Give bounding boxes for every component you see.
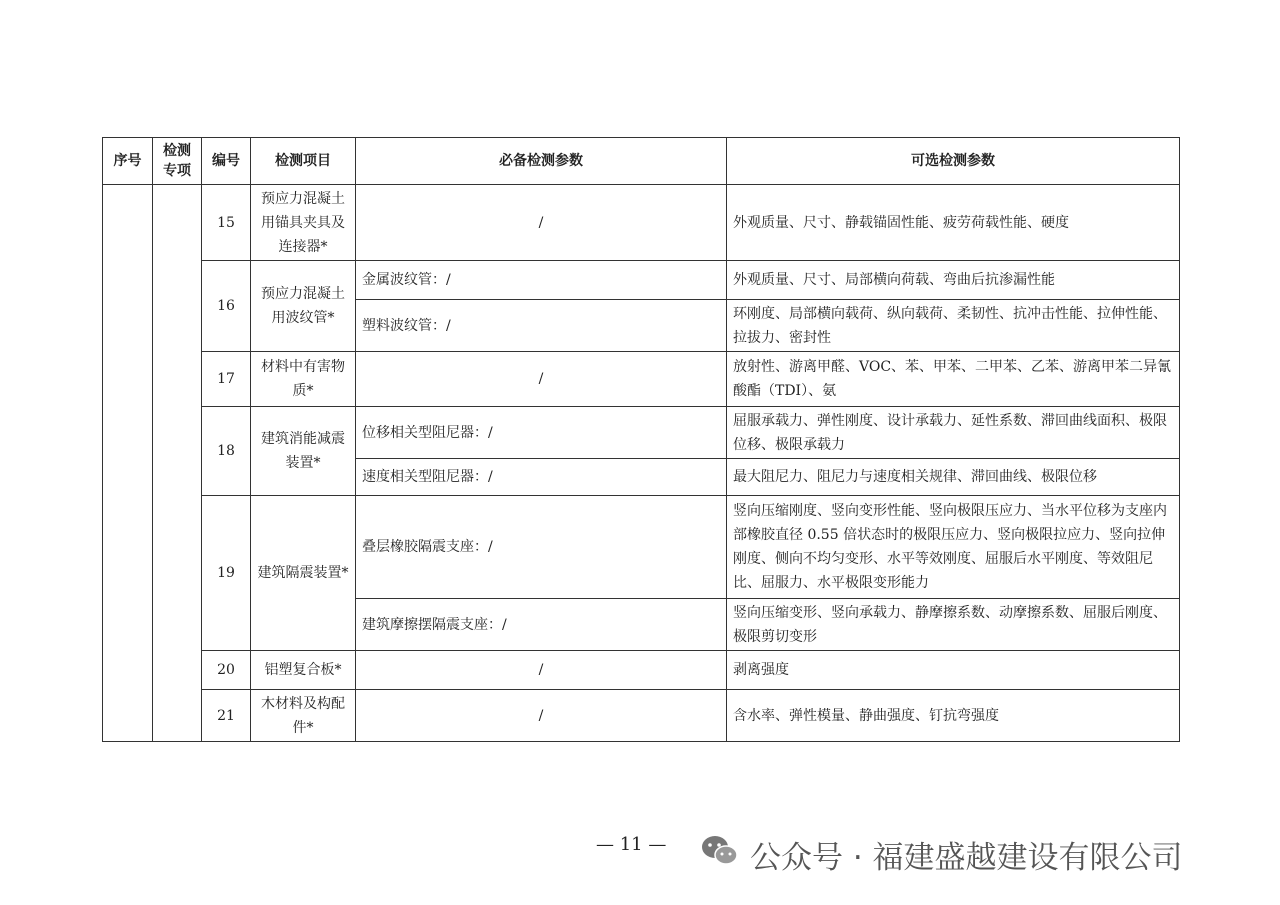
item-cell: 木材料及构配件*: [251, 690, 356, 742]
optional-cell: 竖向压缩变形、竖向承载力、静摩擦系数、动摩擦系数、屈服后刚度、极限剪切变形: [727, 599, 1180, 651]
required-cell: 叠层橡胶隔震支座：/: [356, 496, 727, 599]
required-cell: 塑料波纹管：/: [356, 300, 727, 352]
table-row: [103, 185, 1180, 261]
optional-cell: 环刚度、局部横向载荷、纵向载荷、柔韧性、抗冲击性能、拉伸性能、拉拔力、密封性: [727, 300, 1180, 352]
table-row: [103, 690, 1180, 742]
required-cell: 建筑摩擦摆隔震支座：/: [356, 599, 727, 651]
required-cell: 金属波纹管：/: [356, 261, 727, 300]
item-cell: 预应力混凝土用锚具夹具及连接器*: [251, 185, 356, 261]
header-required: 必备检测参数: [356, 138, 727, 185]
header-row: [103, 138, 1180, 185]
header-item: 检测项目: [251, 138, 356, 185]
required-cell: /: [356, 352, 727, 407]
code-cell: 15: [202, 185, 251, 261]
spec-table: [102, 137, 1180, 742]
optional-cell: 含水率、弹性模量、静曲强度、钉抗弯强度: [727, 690, 1180, 742]
code-cell: 20: [202, 651, 251, 690]
optional-cell: 放射性、游离甲醛、VOC、苯、甲苯、二甲苯、乙苯、游离甲苯二异氰酸酯（TDI）、氨: [727, 352, 1180, 407]
item-cell: 建筑消能减震装置*: [251, 407, 356, 496]
optional-cell: 外观质量、尺寸、静载锚固性能、疲劳荷载性能、硬度: [727, 185, 1180, 261]
optional-cell: 最大阻尼力、阻尼力与速度相关规律、滞回曲线、极限位移: [727, 459, 1180, 496]
required-cell: 速度相关型阻尼器：/: [356, 459, 727, 496]
header-seq: 序号: [103, 138, 153, 185]
watermark-text: 公众号 · 福建盛越建设有限公司: [750, 840, 1183, 876]
seq-cell: [103, 185, 153, 742]
table-row: [103, 352, 1180, 407]
code-cell: 17: [202, 352, 251, 407]
optional-cell: 外观质量、尺寸、局部横向荷载、弯曲后抗渗漏性能: [727, 261, 1180, 300]
required-cell: /: [356, 651, 727, 690]
table-row: [103, 407, 1180, 459]
code-cell: 19: [202, 496, 251, 651]
item-cell: 材料中有害物质*: [251, 352, 356, 407]
required-cell: /: [356, 185, 727, 261]
code-cell: 16: [202, 261, 251, 352]
code-cell: 21: [202, 690, 251, 742]
watermark: [700, 832, 1183, 877]
required-cell: 位移相关型阻尼器：/: [356, 407, 727, 459]
header-code: 编号: [202, 138, 251, 185]
item-cell: 预应力混凝土用波纹管*: [251, 261, 356, 352]
item-cell: 建筑隔震装置*: [251, 496, 356, 651]
optional-cell: 屈服承载力、弹性刚度、设计承载力、延性系数、滞回曲线面积、极限位移、极限承载力: [727, 407, 1180, 459]
optional-cell: 剥离强度: [727, 651, 1180, 690]
header-category: 检测专项: [153, 138, 202, 185]
item-cell: 铝塑复合板*: [251, 651, 356, 690]
optional-cell: 竖向压缩刚度、竖向变形性能、竖向极限压应力、当水平位移为支座内部橡胶直径 0.55 倍状态时的极限压应力、竖向极限拉应力、竖向拉伸刚度、侧向不均匀变形、水平等效刚度、屈服后水平刚度、等效阻尼比、屈服力、水平极限变形能力: [727, 496, 1180, 599]
table-row: [103, 496, 1180, 599]
header-optional: 可选检测参数: [727, 138, 1180, 185]
table-row: [103, 651, 1180, 690]
wechat-icon: [700, 834, 740, 876]
table-row: [103, 261, 1180, 300]
code-cell: 18: [202, 407, 251, 496]
required-cell: /: [356, 690, 727, 742]
page-number: — 11 —: [596, 834, 667, 855]
category-cell: [153, 185, 202, 742]
